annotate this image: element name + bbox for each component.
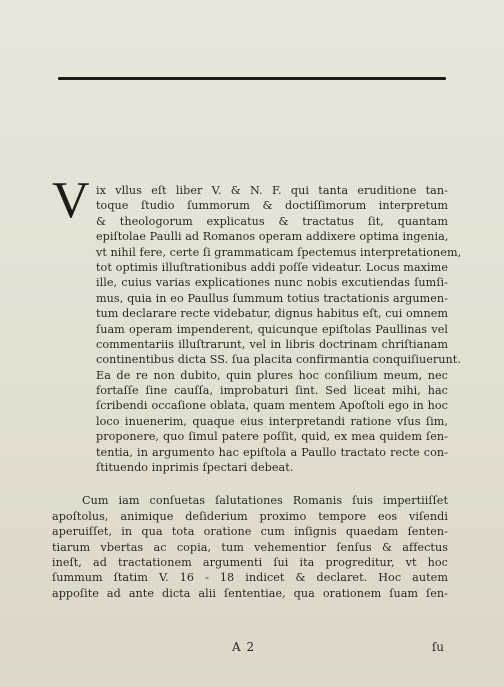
text-line: fortaſſe ſine cauſſa, improbaturi ſint. Sed liceat mihi, hac [96, 384, 448, 398]
body-text [52, 172, 462, 601]
paragraph-1-lines [96, 183, 462, 475]
text-line: tentia, in argumento hac epiſtola a Paullo tractato recte con- [96, 445, 448, 459]
text-line: aperuiſſet, in qua tota oratione cum inſignis quaedam ſenten- [52, 525, 448, 539]
text-line: toque ſtudio ſummorum & doctiſſimorum interpretum [96, 199, 448, 213]
text-line: mus, quia in eo Paullus ſummum totius tractationis argumen- [96, 291, 448, 305]
text-line: proponere, quo ſimul patere poſſit, quid, ex mea quidem ſen- [96, 430, 448, 444]
text-line: tot optimis illuſtrationibus addi poſſe videatur. Locus maxime [96, 260, 448, 274]
paragraph-2-lines [52, 493, 448, 601]
header-rule [58, 77, 446, 80]
text-line: ſuam operam impenderent, quicunque epiſtolas Paullinas vel [96, 322, 448, 336]
catchword: ſu [431, 640, 444, 654]
text-line: tiarum vbertas ac copia, tum vehementior ſenſus & affectus [52, 540, 448, 554]
text-line: loco inuenerim, quaque eius interpretandi ratione vſus ſim, [96, 414, 448, 428]
text-line: ix vllus eſt liber V. & N. F. qui tanta eruditione tan- [96, 184, 448, 197]
paragraph-2 [52, 493, 448, 601]
text-line: appoſite ad ante dicta alii ſententiae, qua orationem ſuam ſen- [52, 586, 448, 600]
text-line: continentibus dicta SS. ſua placita confirmantia conquiſiuerunt. [96, 353, 461, 367]
text-line: ille, cuius varias explicationes nunc nobis excutiendas ſumſi- [96, 276, 448, 290]
text-line: commentariis illuſtrarunt, vel in libris doctrinam chriſtianam [96, 337, 448, 351]
drop-cap: V [52, 172, 90, 229]
text-line: apoſtolus, animique deſiderium proximo tempore eos viſendi [52, 509, 448, 523]
text-line: vt nihil fere, certe ſi grammaticam ſpectemus interpretationem, [96, 245, 462, 259]
text-line: ſtituendo inprimis ſpectari debeat. [96, 461, 294, 475]
text-line: tum declarare recte videbatur, dignus habitus eſt, cui omnem [96, 307, 449, 321]
paragraph-1 [52, 172, 462, 475]
text-line: Ea de re non dubito, quin plures hoc conſilium meum, nec [96, 368, 448, 382]
text-line: ſummum ſtatim V. 16 - 18 indicet & declaret. Hoc autem [52, 571, 448, 585]
text-line: ſcribendi occaſione oblata, quam mentem Apoſtoli ego in hoc [96, 399, 448, 413]
text-line: epiſtolae Paulli ad Romanos operam addixere optima ingenia, [96, 230, 449, 244]
page-footer [52, 640, 448, 658]
text-line: Cum iam conſuetas ſalutationes Romanis ſuis impertiiſſet [82, 494, 448, 508]
text-line: & theologorum explicatus & tractatus ſit, quantam [96, 214, 448, 228]
text-line: ineſt, ad tractationem argumenti ſui ita progreditur, vt hoc [52, 555, 448, 569]
signature-mark: A 2 [232, 640, 256, 654]
